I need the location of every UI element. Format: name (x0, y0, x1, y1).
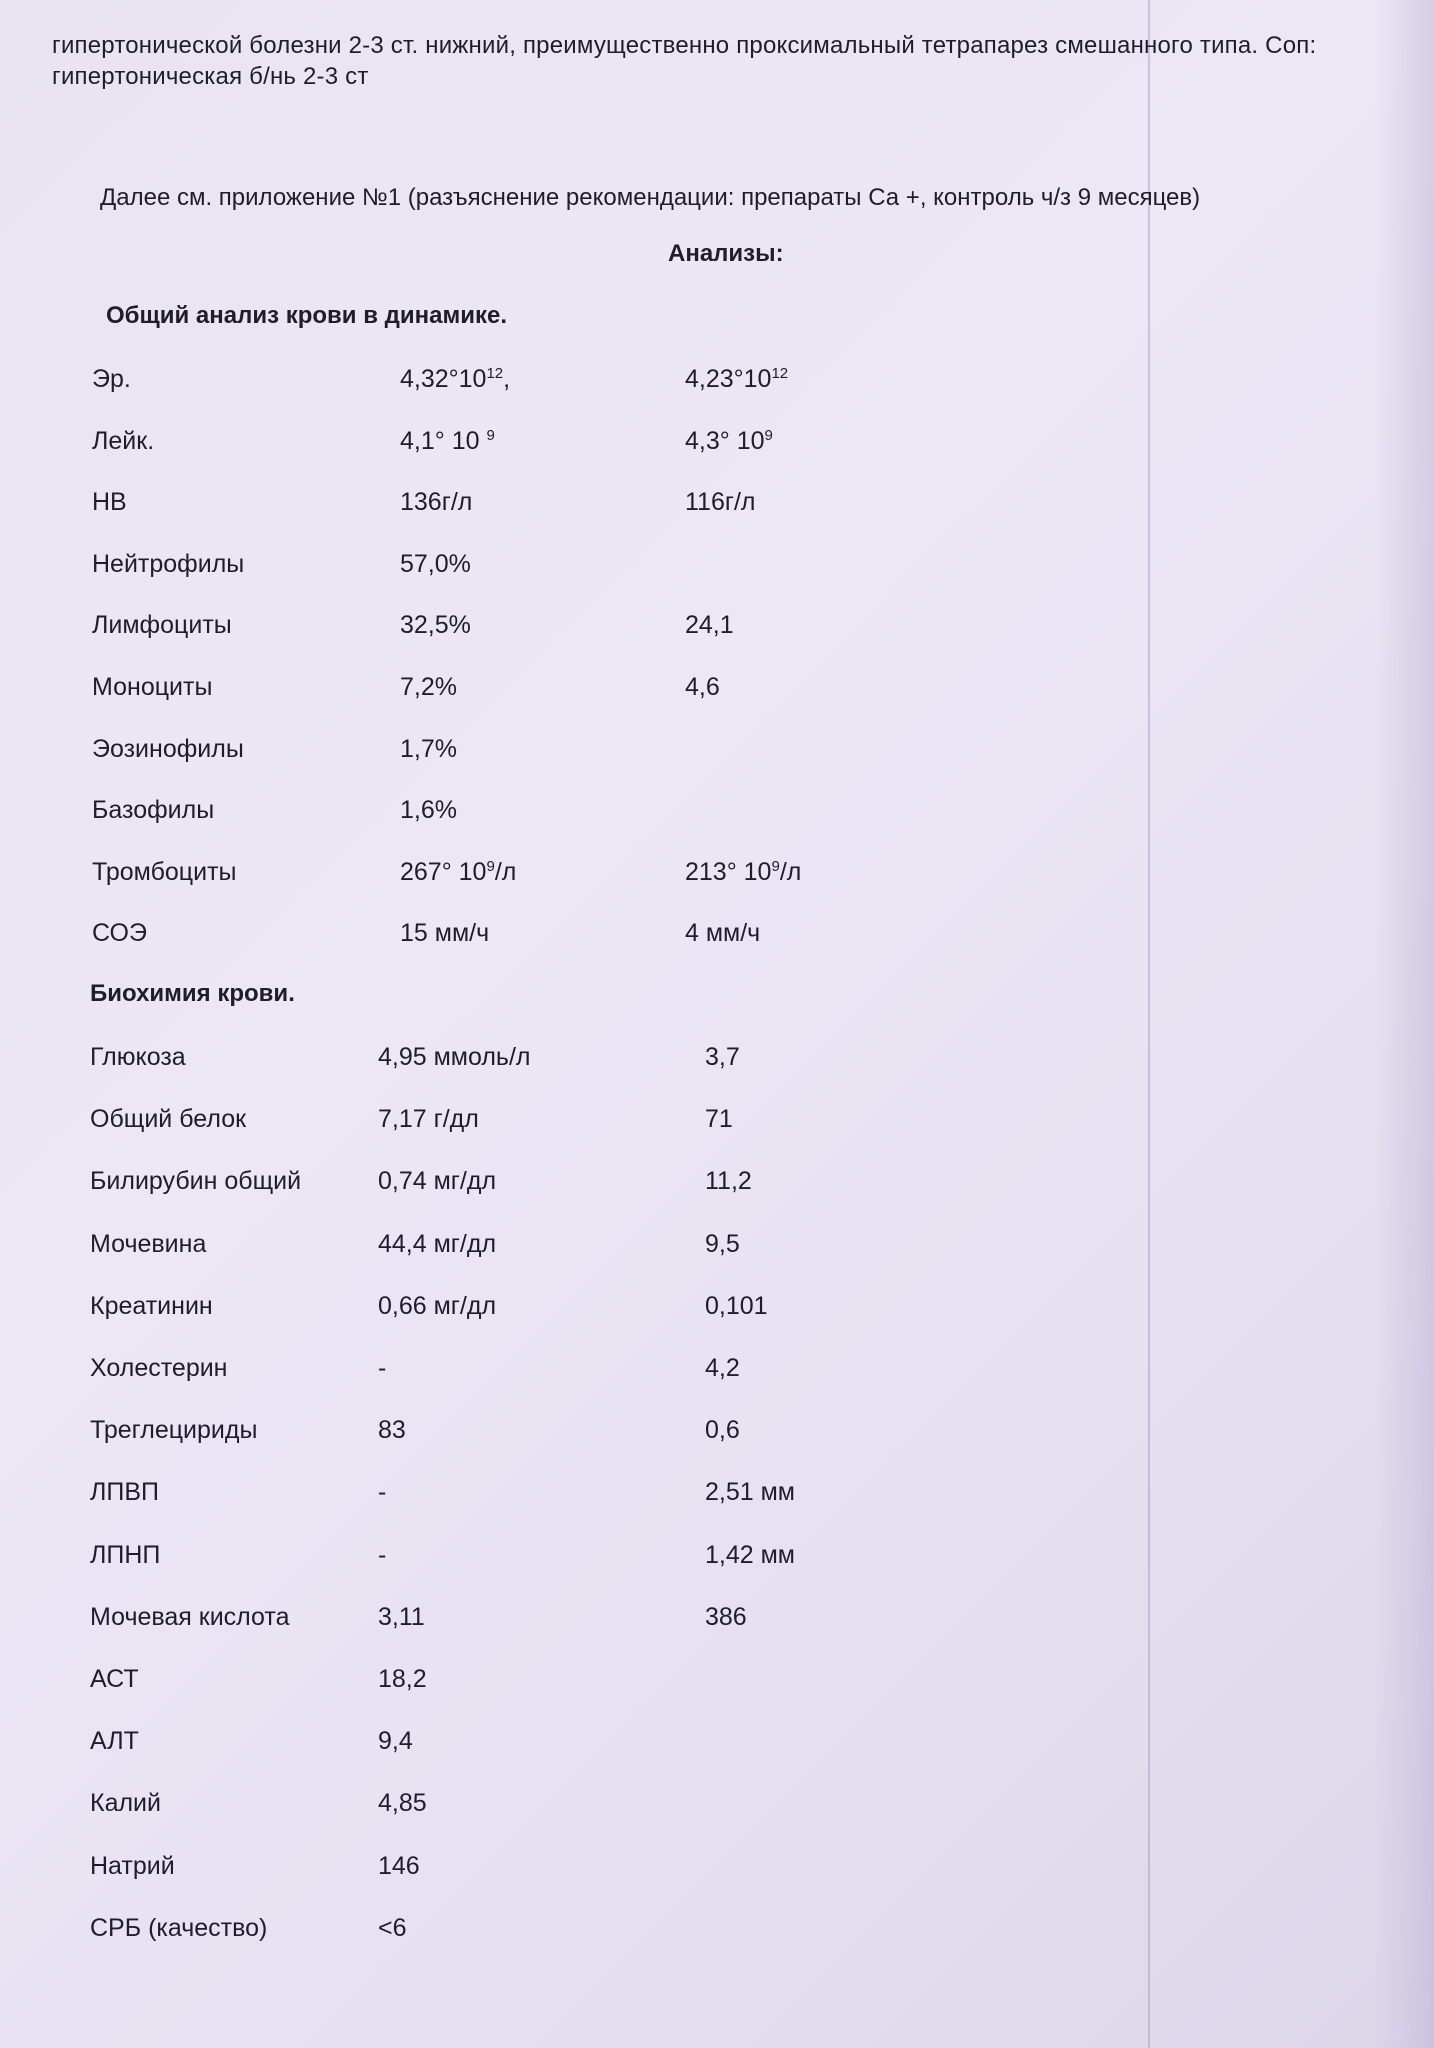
value-first: 57,0% (400, 549, 471, 578)
biochemistry-row (0, 1102, 1100, 1136)
row-label: Глюкоза (90, 1043, 186, 1071)
row-label: Билирубин общий (90, 1167, 302, 1196)
value-first: 1,6% (400, 796, 457, 825)
row-label: СРБ (качество) (90, 1913, 268, 1942)
row-label: ЛПНП (90, 1540, 161, 1569)
row-label: Базофилы (92, 796, 215, 825)
biochemistry-row (0, 1413, 1100, 1447)
row-label: Треглецириды (90, 1416, 258, 1445)
paper-fold-line (1148, 0, 1150, 2048)
biochemistry-row (0, 1911, 1100, 1945)
value-second: 11,2 (705, 1167, 752, 1196)
value-first: 4,85 (378, 1789, 427, 1818)
blood-count-row (0, 916, 1100, 950)
biochemistry-row (0, 1227, 1100, 1261)
biochemistry-title: Биохимия крови. (90, 980, 295, 1007)
row-label: Лимфоциты (92, 611, 232, 640)
blood-count-row (0, 547, 1100, 581)
value-first: 3,11 (378, 1602, 425, 1631)
biochemistry-row (0, 1164, 1100, 1198)
value-first: $4,32^\circ 10^{12}$, (400, 365, 511, 393)
row-label: Калий (90, 1789, 161, 1818)
value-first: 32,5% (400, 611, 471, 640)
row-label: Эр. (92, 365, 131, 393)
row-label: Эозинофилы (92, 734, 244, 763)
value-second: 4,3° $10^9$ (685, 426, 773, 455)
blood-count-row (0, 855, 1100, 889)
value-second: 4 мм/ч (685, 919, 761, 948)
biochemistry-row (0, 1351, 1100, 1385)
value-first: 0,66 мг/дл (378, 1291, 497, 1320)
biochemistry-row (0, 1849, 1100, 1883)
row-label: АСТ (90, 1665, 139, 1693)
value-first: 146 (378, 1851, 420, 1880)
row-label: АЛТ (90, 1727, 139, 1756)
value-second: 386 (705, 1602, 747, 1631)
value-first: 267° $10^9/л$ (400, 857, 517, 886)
biochemistry-row (0, 1662, 1100, 1696)
value-first: - (378, 1354, 387, 1382)
row-label: НВ (92, 488, 127, 517)
value-first: - (378, 1540, 387, 1569)
biochemistry-row (0, 1040, 1100, 1074)
row-label: Натрий (90, 1851, 175, 1880)
row-label: Мочевина (90, 1229, 207, 1258)
value-first: 18,2 (378, 1665, 427, 1693)
row-label: Нейтрофилы (92, 549, 245, 578)
value-first: 9,4 (378, 1727, 413, 1756)
row-label: Тромбоциты (92, 857, 237, 886)
value-second: 24,1 (685, 611, 734, 640)
blood-count-row (0, 485, 1100, 519)
blood-count-row (0, 670, 1100, 704)
row-label: Моноциты (92, 673, 213, 701)
value-second: 3,7 (705, 1043, 740, 1071)
blood-count-row (0, 362, 1100, 396)
value-first: 7,2% (400, 673, 457, 701)
value-second: 0,101 (705, 1291, 768, 1320)
biochemistry-row (0, 1289, 1100, 1323)
value-first: 15 мм/ч (400, 919, 490, 948)
value-second: 4,2 (705, 1354, 740, 1382)
row-label: Мочевая кислота (90, 1602, 290, 1631)
row-label: Лейк. (92, 426, 155, 455)
value-first: 83 (378, 1416, 406, 1445)
biochemistry-row (0, 1475, 1100, 1509)
value-first: <6 (378, 1913, 407, 1942)
biochemistry-row (0, 1538, 1100, 1572)
row-label: Холестерин (90, 1354, 228, 1382)
biochemistry-row (0, 1724, 1100, 1758)
value-first: - (378, 1478, 387, 1507)
blood-count-row (0, 732, 1100, 766)
value-second: 1,42 мм (705, 1540, 795, 1569)
blood-count-row (0, 608, 1100, 642)
appendix-note: Далее см. приложение №1 (разъяснение рекомендации: препараты Са +, контроль ч/з 9 месяцев) (100, 184, 1201, 211)
row-label: Креатинин (90, 1291, 213, 1320)
row-label: ЛПВП (90, 1478, 160, 1507)
value-second: 2,51 мм (705, 1478, 795, 1507)
blood-count-title: Общий анализ крови в динамике. (106, 302, 508, 329)
value-second: 9,5 (705, 1229, 740, 1258)
value-second: 4,6 (685, 673, 720, 701)
value-first: 7,17 г/дл (378, 1105, 479, 1134)
biochemistry-row (0, 1600, 1100, 1634)
value-first: 4,95 ммоль/л (378, 1043, 531, 1071)
value-second: 0,6 (705, 1416, 740, 1445)
blood-count-row (0, 424, 1100, 458)
value-second: 71 (705, 1105, 733, 1134)
value-first: 136г/л (400, 488, 473, 517)
blood-count-row (0, 793, 1100, 827)
value-first: 44,4 мг/дл (378, 1229, 497, 1258)
row-label: Общий белок (90, 1105, 247, 1134)
value-first: 0,74 мг/дл (378, 1167, 497, 1196)
row-label: СОЭ (92, 919, 147, 948)
value-second: 116г/л (685, 488, 756, 517)
value-second: $4,23^\circ 10^{12}$ (685, 365, 789, 393)
diagnosis-text: гипертонической болезни 2-3 ст. нижний, преимущественно проксимальный тетрапарез смешанного типа. Соп: гипертоническая б/нь 2-3 ст (52, 32, 1317, 90)
analyses-heading: Анализы: (668, 240, 784, 267)
value-second: 213° $10^9/л$ (685, 857, 802, 886)
biochemistry-row (0, 1786, 1100, 1820)
paper-edge-shadow (1374, 0, 1434, 2048)
value-first: 4,1° 10 $^9$ (400, 426, 495, 455)
value-first: 1,7% (400, 734, 457, 763)
